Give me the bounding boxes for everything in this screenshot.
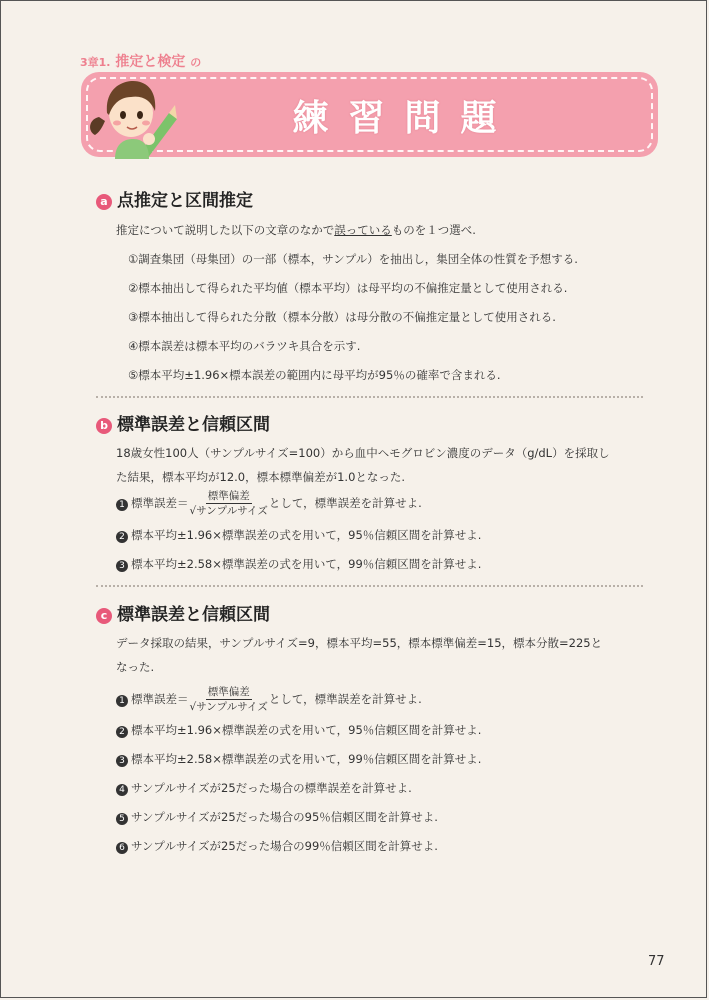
section-b-badge: b: [96, 418, 112, 434]
intro-text-end: ものを１つ選べ.: [391, 223, 476, 237]
page-number: 77: [648, 954, 665, 969]
question: [116, 722, 481, 738]
section-c-intro-line1: データ採取の結果，サンプルサイズ=9，標本平均=55，標本標準偏差=15，標本分散=225と: [116, 636, 603, 650]
fraction: [190, 685, 268, 714]
list-item: ①調査集団（母集団）の一部（標本，サンプル）を抽出し，集団全体の性質を予想する.: [128, 252, 578, 266]
section-a-title: [96, 186, 253, 211]
question: [116, 527, 481, 543]
section-c-badge: c: [96, 608, 112, 624]
fraction-denominator: √サンプルサイズ: [189, 701, 268, 713]
section-divider: [96, 585, 643, 587]
section-c-intro-line2: なった.: [116, 660, 155, 674]
question-text: 標本平均±1.96×標準誤差の式を用いて，95％信頼区間を計算せよ.: [131, 528, 482, 542]
question-text-end: として，標準誤差を計算せよ.: [268, 692, 422, 706]
question-text: サンプルサイズが25だった場合の95％信頼区間を計算せよ.: [131, 810, 438, 824]
fraction: [190, 489, 268, 518]
question-text: 標本平均±1.96×標準誤差の式を用いて，95％信頼区間を計算せよ.: [131, 723, 482, 737]
banner-title: 練習問題: [292, 98, 517, 139]
question: [116, 838, 438, 854]
question-number: 3: [116, 560, 128, 572]
fraction-numerator: 標準偏差: [207, 490, 250, 502]
question-number: 1: [116, 499, 128, 511]
question-text: サンプルサイズが25だった場合の99％信頼区間を計算せよ.: [131, 839, 438, 853]
list-item: ⑤標本平均±1.96×標本誤差の範囲内に母平均が95％の確率で含まれる.: [128, 368, 501, 382]
question: [116, 489, 422, 518]
girl-with-pencil-icon: [87, 73, 177, 159]
question-number: 2: [116, 531, 128, 543]
fraction-denominator: √サンプルサイズ: [189, 505, 268, 517]
section-a-badge: a: [96, 194, 112, 210]
section-a-title-text: 点推定と区間推定: [117, 191, 253, 211]
question: [116, 780, 412, 796]
section-b-intro-line2: た結果，標本平均が12.0，標本標準偏差が1.0となった.: [116, 470, 406, 484]
question-number: 4: [116, 784, 128, 796]
question-number: 3: [116, 755, 128, 767]
question-text: 標準誤差＝: [131, 692, 189, 706]
question-text: 標本平均±2.58×標準誤差の式を用いて，99％信頼区間を計算せよ.: [131, 557, 482, 571]
question-number: 5: [116, 813, 128, 825]
question-number: 1: [116, 695, 128, 707]
section-b-title: [96, 410, 270, 435]
intro-underlined: 誤っている: [334, 223, 392, 237]
question-text-end: として，標準誤差を計算せよ.: [268, 496, 422, 510]
section-b-intro-line1: 18歳女性100人（サンプルサイズ=100）から血中ヘモグロビン濃度のデータ（g/dL）を採取し: [116, 446, 610, 460]
section-divider: [96, 396, 643, 398]
chapter-title: 推定と検定: [115, 54, 186, 70]
chapter-heading: [80, 51, 201, 71]
section-b-title-text: 標準誤差と信頼区間: [117, 415, 270, 435]
fraction-numerator: 標準偏差: [207, 686, 250, 698]
question-text: 標準誤差＝: [131, 496, 189, 510]
chapter-suffix: の: [190, 56, 202, 69]
chapter-number: 3章1.: [80, 56, 111, 69]
section-c-title-text: 標準誤差と信頼区間: [117, 605, 270, 625]
section-c-title: [96, 600, 270, 625]
question-number: 2: [116, 726, 128, 738]
question: [116, 751, 481, 767]
question-number: 6: [116, 842, 128, 854]
list-item: ③標本抽出して得られた分散（標本分散）は母分散の不偏推定量として使用される.: [128, 310, 556, 324]
list-item: ④標本誤差は標本平均のバラツキ具合を示す.: [128, 339, 361, 353]
question-text: 標本平均±2.58×標準誤差の式を用いて，99％信頼区間を計算せよ.: [131, 752, 482, 766]
section-a-intro: [116, 222, 476, 238]
question: [116, 809, 438, 825]
question-text: サンプルサイズが25だった場合の標準誤差を計算せよ.: [131, 781, 412, 795]
question: [116, 685, 422, 714]
intro-text: 推定について説明した以下の文章のなかで: [116, 223, 335, 237]
list-item: ②標本抽出して得られた平均値（標本平均）は母平均の不偏推定量として使用される.: [128, 281, 568, 295]
question: [116, 556, 481, 572]
